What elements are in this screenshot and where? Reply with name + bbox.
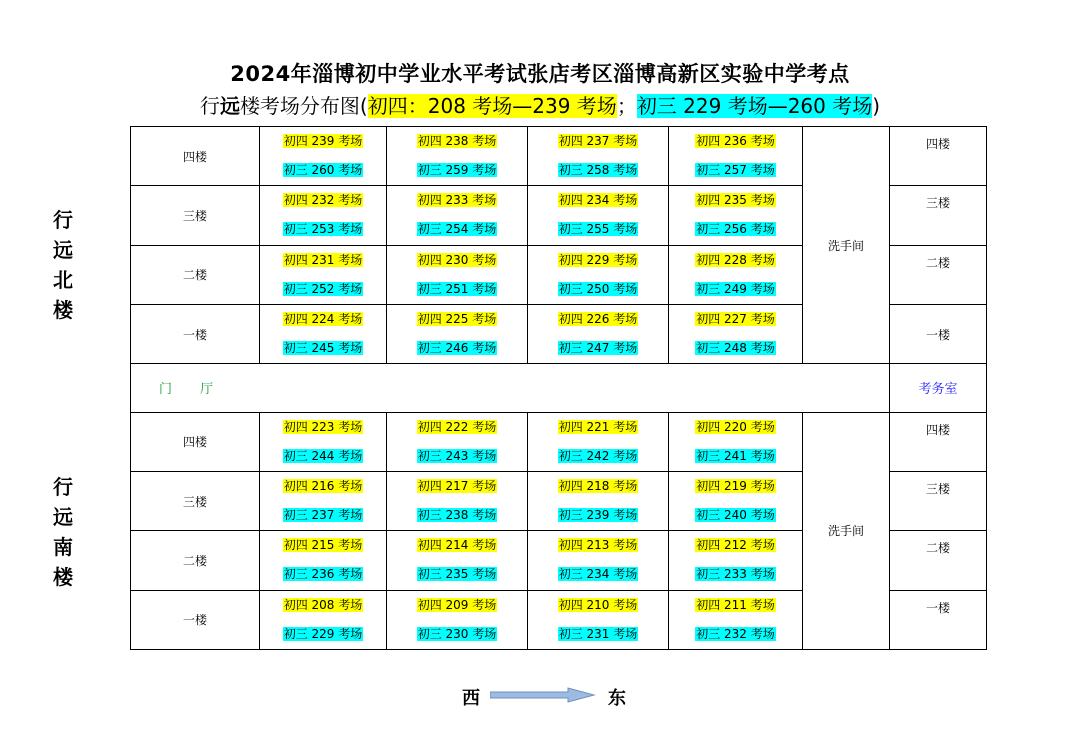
grade4-room: 初四 216 考场 [283,479,363,494]
room-cell [528,531,669,590]
grade3-room: 初三 259 考场 [417,163,497,178]
page-title: 2024年淄博初中学业水平考试张店考区淄博高新区实验中学考点 [230,62,850,86]
subtitle-grade3-range: 初三 229 考场—260 考场 [636,94,873,118]
grade3-room: 初三 253 考场 [283,222,363,237]
grade3-room: 初三 245 考场 [283,341,363,356]
subtitle-rest: 楼考场分布图( [239,94,368,118]
room-cell [387,590,528,649]
grade4-room: 初四 218 考场 [558,479,638,494]
room-cell [387,127,528,186]
grade4-room: 初四 229 考场 [558,252,638,267]
room-cell [260,531,387,590]
south-label-char: 楼 [53,565,73,589]
south-building-rows [131,412,987,649]
floor-label: 四楼 [131,412,260,471]
room-cell [528,245,669,304]
room-cell [260,186,387,245]
grade3-room: 初三 249 考场 [696,281,775,296]
grade4-room: 初四 237 考场 [558,134,638,149]
north-label-char: 北 [53,268,73,292]
grade3-room: 初三 241 考场 [696,448,775,463]
grade3-room: 初三 236 考场 [283,567,363,582]
washroom-label: 洗手间 [803,412,890,649]
floor-label: 一楼 [131,590,260,649]
exam-room-map [130,126,987,650]
right-floor-label: 三楼 [890,186,987,245]
grade4-room: 初四 224 考场 [283,312,363,327]
room-cell [260,127,387,186]
north-label-char: 楼 [53,298,73,322]
room-cell [528,127,669,186]
grade3-room: 初三 238 考场 [417,508,497,523]
room-cell [669,245,803,304]
grade3-room: 初三 232 考场 [696,626,775,641]
east-label: 东 [608,688,626,709]
right-floor-label: 一楼 [890,304,987,363]
room-cell [387,186,528,245]
subtitle-suffix: ) [872,94,881,118]
room-cell [528,471,669,530]
grade3-room: 初三 237 考场 [283,508,363,523]
south-label-char: 南 [53,535,73,559]
north-building-rows [131,127,987,364]
room-cell [669,590,803,649]
south-building-label [45,472,81,592]
grade3-room: 初三 247 考场 [558,341,638,356]
right-floor-label: 四楼 [890,412,987,471]
grade3-room: 初三 231 考场 [558,626,638,641]
grade3-room: 初三 246 考场 [417,341,497,356]
room-cell [387,531,528,590]
right-floor-label: 二楼 [890,245,987,304]
floor-label: 一楼 [131,304,260,363]
grade4-room: 初四 214 考场 [417,538,497,553]
subtitle-bold-word: 远 [219,94,240,118]
grade4-room: 初四 219 考场 [696,479,775,494]
grade4-room: 初四 230 考场 [417,252,497,267]
room-cell [669,127,803,186]
room-cell [528,590,669,649]
floor-label: 二楼 [131,245,260,304]
grade3-room: 初三 260 考场 [283,163,363,178]
grade4-room: 初四 231 考场 [283,252,363,267]
north-label-char: 远 [53,238,73,262]
grade3-room: 初三 257 考场 [696,163,775,178]
grade3-room: 初三 240 考场 [696,508,775,523]
right-floor-label: 四楼 [890,127,987,186]
lobby-row [131,364,987,412]
room-cell [528,412,669,471]
room-cell [260,304,387,363]
west-label: 西 [462,688,480,709]
grade3-room: 初三 251 考场 [417,281,497,296]
grade4-room: 初四 232 考场 [283,193,363,208]
exam-office-label: 考务室 [890,364,987,412]
grade4-room: 初四 210 考场 [558,597,638,612]
room-cell [669,186,803,245]
subtitle-grade4-range: 初四：208 考场—239 考场 [367,94,617,118]
grade4-room: 初四 226 考场 [558,312,638,327]
room-cell [528,304,669,363]
grade3-room: 初三 248 考场 [696,341,775,356]
grade4-room: 初四 215 考场 [283,538,363,553]
north-label-char: 行 [53,208,73,232]
room-cell [387,304,528,363]
grade3-room: 初三 258 考场 [558,163,638,178]
room-cell [260,245,387,304]
grade3-room: 初三 239 考场 [558,508,638,523]
grade4-room: 初四 208 考场 [283,597,363,612]
floor-label: 三楼 [131,186,260,245]
page-subtitle [0,90,1080,119]
grade4-room: 初四 209 考场 [417,597,497,612]
right-floor-label: 二楼 [890,531,987,590]
room-cell [669,412,803,471]
grade4-room: 初四 220 考场 [696,419,775,434]
grade3-room: 初三 233 考场 [696,567,775,582]
grade3-room: 初三 252 考场 [283,281,363,296]
room-cell [387,471,528,530]
grade4-room: 初四 225 考场 [417,312,497,327]
room-cell [260,412,387,471]
room-cell [387,245,528,304]
grade4-room: 初四 222 考场 [417,419,497,434]
room-cell [669,304,803,363]
subtitle-prefix: 行 [199,94,220,118]
south-label-char: 行 [53,475,73,499]
grade4-room: 初四 223 考场 [283,419,363,434]
south-label-char: 远 [53,505,73,529]
room-cell [669,471,803,530]
washroom-label: 洗手间 [803,127,890,364]
grade3-room: 初三 234 考场 [558,567,638,582]
lobby-label: 门 厅 [131,364,890,412]
grade4-room: 初四 213 考场 [558,538,638,553]
east-arrow-icon [490,687,596,703]
grade3-room: 初三 229 考场 [283,626,363,641]
right-floor-label: 一楼 [890,590,987,649]
grade4-room: 初四 234 考场 [558,193,638,208]
floor-row [131,412,987,471]
room-cell [260,471,387,530]
floor-label: 三楼 [131,471,260,530]
subtitle-separator: ； [616,94,637,118]
grade3-room: 初三 230 考场 [417,626,497,641]
grade3-room: 初三 243 考场 [417,448,497,463]
grade3-room: 初三 250 考场 [558,281,638,296]
grade4-room: 初四 236 考场 [696,134,775,149]
right-floor-label: 三楼 [890,471,987,530]
north-building-label [45,205,81,325]
grade4-room: 初四 238 考场 [417,134,497,149]
room-cell [669,531,803,590]
grade4-room: 初四 239 考场 [283,134,363,149]
grade4-room: 初四 211 考场 [696,597,775,612]
grade3-room: 初三 235 考场 [417,567,497,582]
grade4-room: 初四 233 考场 [417,193,497,208]
room-cell [387,412,528,471]
floor-label: 四楼 [131,127,260,186]
grade3-room: 初三 256 考场 [696,222,775,237]
grade4-room: 初四 235 考场 [696,193,775,208]
grade4-room: 初四 212 考场 [696,538,775,553]
grade3-room: 初三 255 考场 [558,222,638,237]
grade4-room: 初四 217 考场 [417,479,497,494]
grade4-room: 初四 227 考场 [696,312,775,327]
grade3-room: 初三 254 考场 [417,222,497,237]
grade4-room: 初四 228 考场 [696,252,775,267]
floor-label: 二楼 [131,531,260,590]
room-cell [528,186,669,245]
room-cell [260,590,387,649]
grade3-room: 初三 244 考场 [283,448,363,463]
grade3-room: 初三 242 考场 [558,448,638,463]
floor-row [131,127,987,186]
grade4-room: 初四 221 考场 [558,419,638,434]
